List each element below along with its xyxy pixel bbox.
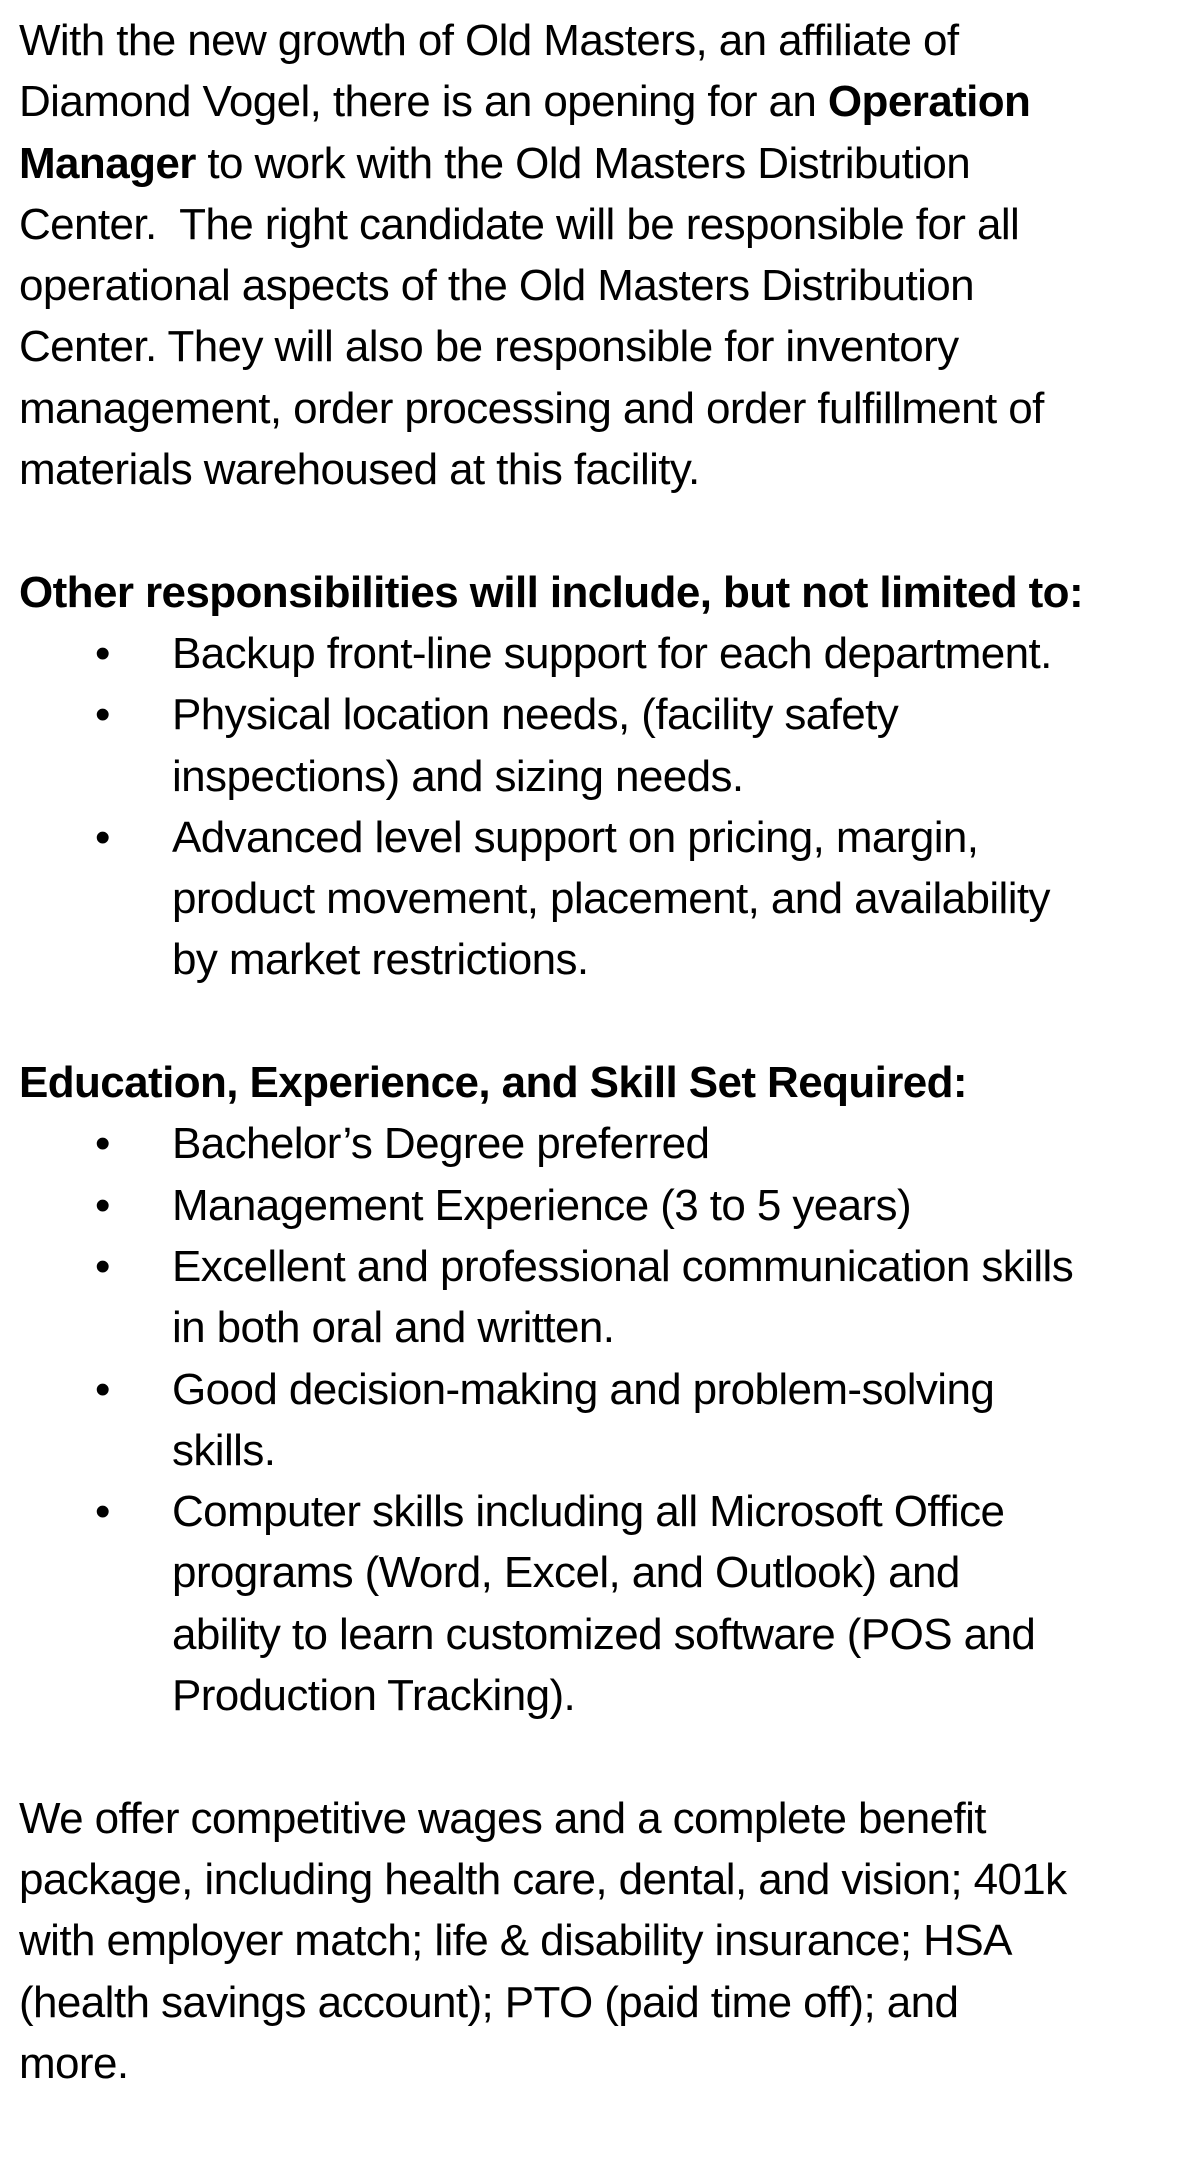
intro-line: management, order processing and order fulfillment of <box>19 383 1044 433</box>
benefits-line: more. <box>19 2038 129 2088</box>
list-item <box>19 1113 1169 1174</box>
intro-line: Center. The right candidate will be responsible for all <box>19 199 1020 249</box>
benefits-line: with employer match; life & disability insurance; HSA <box>19 1916 1012 1966</box>
requirements-heading: Education, Experience, and Skill Set Required: <box>19 1058 967 1108</box>
list-item-text: Backup front-line support for each department. <box>172 628 1052 678</box>
list-item-text: Bachelor’s Degree preferred <box>172 1119 710 1169</box>
job-posting-document <box>19 10 1169 2094</box>
bullet-icon: • <box>95 1241 110 1291</box>
list-item-text: in both oral and written. <box>172 1303 615 1353</box>
responsibilities-heading: Other responsibilities will include, but not limited to: <box>19 567 1084 617</box>
list-item-text: Advanced level support on pricing, margin, <box>172 812 979 862</box>
bullet-icon: • <box>95 690 110 740</box>
intro-line: With the new growth of Old Masters, an affiliate of <box>19 16 959 65</box>
list-item-text: Physical location needs, (facility safety <box>172 690 899 740</box>
paragraph-spacer <box>19 991 1169 1052</box>
list-item-text: by market restrictions. <box>172 935 589 985</box>
benefits-line: package, including health care, dental, and vision; 401k <box>19 1854 1067 1904</box>
bullet-icon: • <box>95 1180 110 1230</box>
benefits-line: (health savings account); PTO (paid time off); and <box>19 1977 959 2027</box>
paragraph-spacer <box>19 500 1169 561</box>
intro-line: operational aspects of the Old Masters Distribution <box>19 261 974 311</box>
list-item-text: Good decision-making and problem-solving <box>172 1364 995 1414</box>
list-item <box>19 1236 1169 1359</box>
job-title-part: Manager <box>19 138 196 188</box>
bullet-icon: • <box>95 1487 110 1537</box>
list-item-text: Management Experience (3 to 5 years) <box>172 1180 912 1230</box>
bullet-icon: • <box>95 812 110 862</box>
list-item-text: Excellent and professional communication skills <box>172 1241 1074 1291</box>
list-item <box>19 1359 1169 1482</box>
list-item <box>19 807 1169 991</box>
paragraph-spacer <box>19 1726 1169 1787</box>
list-item <box>19 1481 1169 1726</box>
list-item <box>19 623 1169 684</box>
list-item-text: Production Tracking). <box>172 1671 576 1721</box>
responsibilities-list <box>19 623 1169 991</box>
intro-paragraph <box>19 10 1169 500</box>
bullet-icon: • <box>95 1364 110 1414</box>
benefits-line: We offer competitive wages and a complete benefit <box>19 1793 986 1843</box>
list-item <box>19 1175 1169 1236</box>
intro-line: materials warehoused at this facility. <box>19 445 700 495</box>
list-item-text: Computer skills including all Microsoft Office <box>172 1487 1005 1537</box>
intro-line <box>19 71 1169 132</box>
requirements-list <box>19 1113 1169 1726</box>
intro-text: Diamond Vogel, there is an opening for an <box>19 77 828 127</box>
benefits-paragraph <box>19 1788 1169 2094</box>
intro-line <box>19 133 1169 194</box>
list-item-text: programs (Word, Excel, and Outlook) and <box>172 1548 960 1598</box>
list-item-text: skills. <box>172 1425 276 1475</box>
intro-text: to work with the Old Masters Distribution <box>195 138 971 188</box>
list-item <box>19 684 1169 807</box>
list-item-text: inspections) and sizing needs. <box>172 751 744 801</box>
bullet-icon: • <box>95 628 110 678</box>
bullet-icon: • <box>95 1119 110 1169</box>
list-item-text: ability to learn customized software (POS and <box>172 1609 1036 1659</box>
job-title-part: Operation <box>827 77 1031 127</box>
intro-line: Center. They will also be responsible for inventory <box>19 322 959 372</box>
list-item-text: product movement, placement, and availability <box>172 874 1050 924</box>
